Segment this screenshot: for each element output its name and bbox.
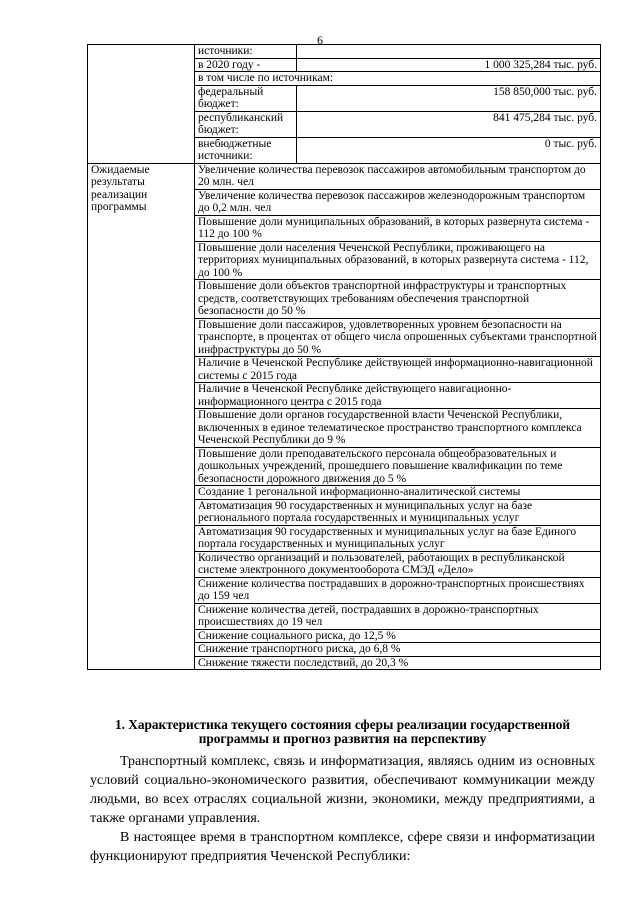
- result-item: Автоматизация 90 государственных и муниципальных услуг на базе Единого портала государственных и муниципальных услуг: [195, 525, 601, 551]
- funding-row: [88, 72, 601, 86]
- result-item: Автоматизация 90 государственных и муниципальных услуг на базе регионального портала государственных и муниципальных услуг: [195, 499, 601, 525]
- funding-value: 158 850,000 тыс. руб.: [297, 85, 601, 111]
- result-item: Снижение количества пострадавших в дорожно-транспортных происшествиях до 159 чел: [195, 577, 601, 603]
- funding-value: 841 475,284 тыс. руб.: [297, 111, 601, 137]
- result-item: Повышение доли объектов транспортной инфраструктуры и транспортных средств, соответствующих требованиям обеспечения транспортной безопасности до 50 %: [195, 280, 601, 319]
- funding-row: [88, 137, 601, 163]
- result-item: Создание 1 регональной информационно-аналитической системы: [195, 486, 601, 500]
- section-title: 1. Характеристика текущего состояния сферы реализации государственной программы и прогноз развития на перспективу: [114, 717, 571, 746]
- result-item: Наличие в Чеченской Республике действующей информационно-навигационной системы с 2015 года: [195, 357, 601, 383]
- funding-label: источники:: [195, 45, 297, 59]
- funding-value: 0 тыс. руб.: [297, 137, 601, 163]
- result-item: Наличие в Чеченской Республике действующего навигационно-информационного центра с 2015 года: [195, 383, 601, 409]
- result-item: Снижение количества детей, пострадавших в дорожно-транспортных происшествиях до 19 чел: [195, 603, 601, 629]
- result-item: Увеличение количества перевозок пассажиров автомобильным транспортом до 20 млн. чел: [195, 163, 601, 189]
- label-cell-empty: [88, 85, 195, 111]
- funding-row: [88, 85, 601, 111]
- result-item: Повышение доли органов государственной власти Чеченской Республики, включенных в единое телематическое пространство транспортного комплекса Чеченской Республики до 9 %: [195, 409, 601, 448]
- result-item: Повышение доли муниципальных образований, в которых развернута система - 112 до 100 %: [195, 215, 601, 241]
- result-item: Повышение доли населения Чеченской Республики, проживающего на территориях муниципальных образований, в которых развернута система - 112, до 100 %: [195, 241, 601, 280]
- funding-label: в том числе по источникам:: [195, 72, 601, 86]
- result-item: Повышение доли преподавательского персонала общеобразовательных и дошкольных учреждений, прошедшего повышение квалификации по теме безопасности дорожного движения до 5 %: [195, 447, 601, 486]
- funding-label: внебюджетные источники:: [195, 137, 297, 163]
- page-number: 6: [317, 33, 323, 47]
- funding-value: 1 000 325,284 тыс. руб.: [297, 58, 601, 72]
- funding-row: [88, 45, 601, 59]
- label-cell-empty: [88, 72, 195, 86]
- funding-label: федеральный бюджет:: [195, 85, 297, 111]
- result-item: Увеличение количества перевозок пассажиров железнодорожным транспортом до 0,2 млн. чел: [195, 189, 601, 215]
- result-item: Повышение доли пассажиров, удовлетворенных уровнем безопасности на транспорте, в процентах от общего числа опрошенных субъектами транспортной инфраструктуры до 50 %: [195, 318, 601, 357]
- paragraph-1: Транспортный комплекс, связь и информатизация, являясь одним из основных условий социально-экономического развития, обеспечивают коммуникации между людьми, во всех отраслях социальной жизни, экономики, между предприятиями, а также органами управления.: [90, 754, 595, 826]
- results-label: Ожидаемые результаты реализации программы: [88, 163, 195, 670]
- label-cell-empty: [88, 137, 195, 163]
- program-passport-table: [87, 44, 601, 670]
- result-item: Снижение транспортного риска, до 6,8 %: [195, 643, 601, 657]
- funding-row: [88, 111, 601, 137]
- result-item: Снижение социального риска, до 12,5 %: [195, 629, 601, 643]
- funding-row: [88, 58, 601, 72]
- result-item: Количество организаций и пользователей, работающих в республиканской системе электронного документооборота СМЭД «Дело»: [195, 551, 601, 577]
- paragraph-2: В настоящее время в транспортном комплексе, сфере связи и информатизации функционируют предприятия Чеченской Республики:: [90, 830, 595, 864]
- funding-label: в 2020 году -: [195, 58, 297, 72]
- label-cell-empty: [88, 111, 195, 137]
- label-cell-empty: [88, 45, 195, 59]
- funding-label: республиканский бюджет:: [195, 111, 297, 137]
- result-row: [88, 163, 601, 189]
- result-item: Снижение тяжести последствий, до 20,3 %: [195, 656, 601, 670]
- label-cell-empty: [88, 58, 195, 72]
- funding-value: [297, 45, 601, 59]
